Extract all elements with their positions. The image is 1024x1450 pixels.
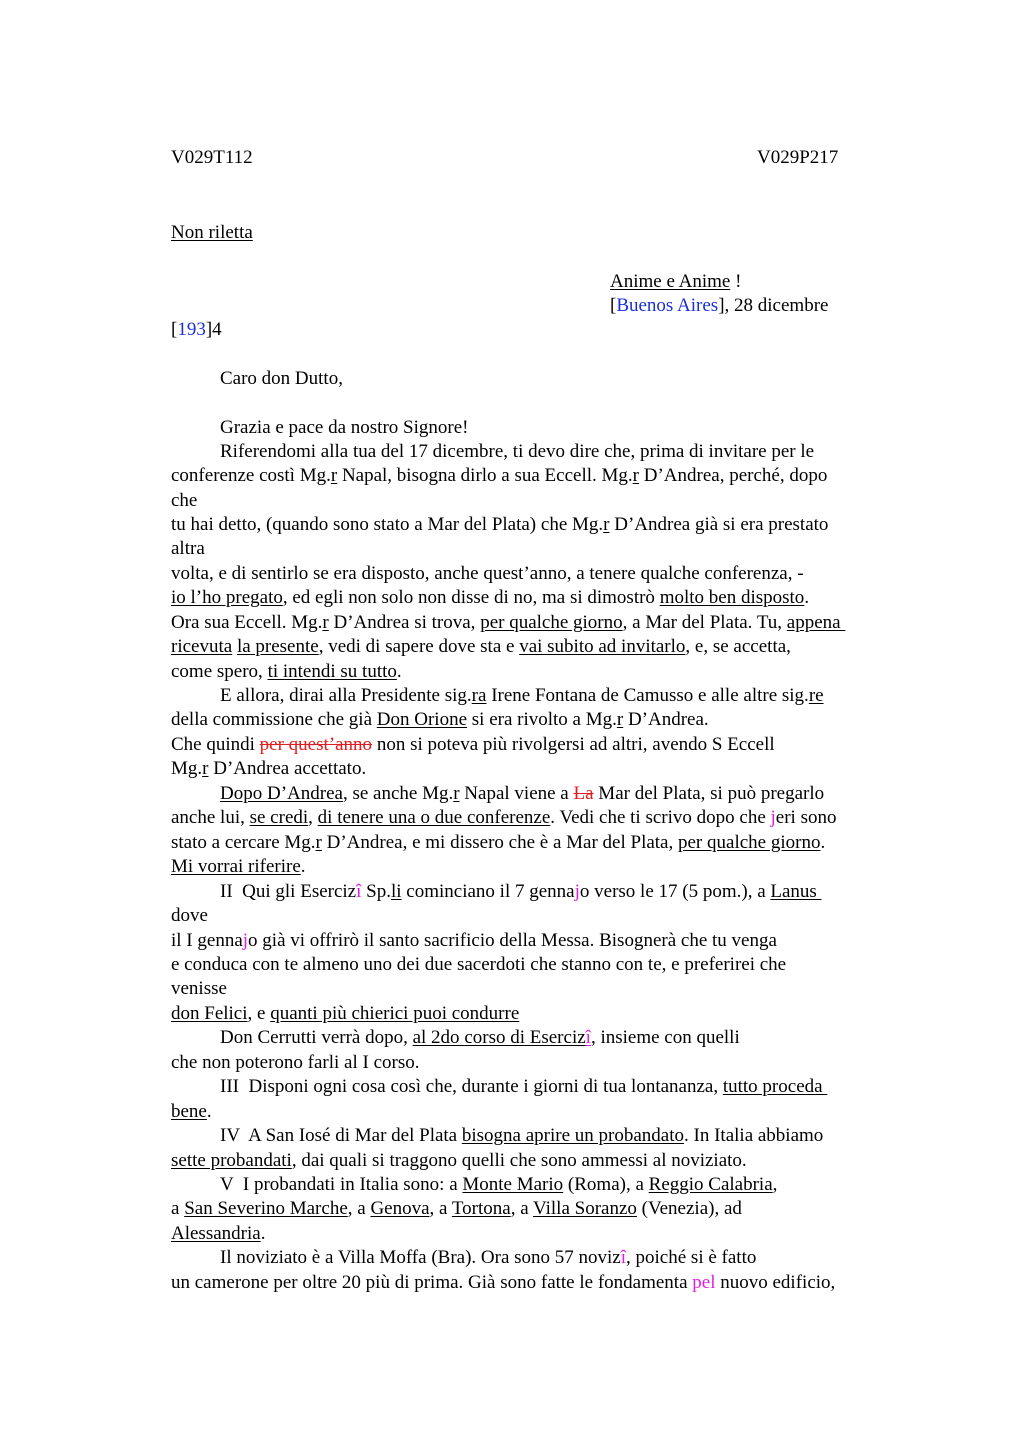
body-line: Don Cerrutti verrà dopo, al 2do corso di Esercizî, insieme con quelli <box>220 1027 740 1048</box>
body-line: Mi vorrai riferire. <box>171 856 306 877</box>
body-line: Mg.r D’Andrea accettato. <box>171 758 367 779</box>
body-line: anche lui, se credi, di tenere una o due conferenze. Vedi che ti scrivo dopo che jeri sono <box>171 807 837 828</box>
letter-title: Anime e Anime ! <box>610 271 742 292</box>
letter-title-text: Anime e Anime <box>610 271 731 292</box>
place-name: Buenos Aires <box>616 295 719 316</box>
body-line: bene. <box>171 1101 212 1122</box>
struck-text: La <box>573 783 594 804</box>
body-line: conferenze costì Mg.r Napal, bisogna dirlo a sua Eccell. Mg.r D’Andrea, perché, dopo <box>171 465 828 486</box>
body-line: venisse <box>171 978 227 999</box>
letter-year: [193]4 <box>171 319 222 340</box>
salutation: Caro don Dutto, <box>220 368 343 389</box>
body-line: dove <box>171 905 208 926</box>
document-code-left: V029T112 <box>171 147 253 168</box>
body-line: ricevuta la presente, vedi di sapere dove sta e vai subito ad invitarlo, e, se accetta, <box>171 636 791 657</box>
body-line: Riferendomi alla tua del 17 dicembre, ti devo dire che, prima di invitare per le <box>220 441 815 462</box>
greeting: Grazia e pace da nostro Signore! <box>220 417 469 438</box>
body-line: a San Severino Marche, a Genova, a Tortona, a Villa Soranzo (Venezia), ad <box>171 1198 742 1219</box>
body-line: Dopo D’Andrea, se anche Mg.r Napal viene a La Mar del Plata, si può pregarlo <box>220 783 825 804</box>
struck-text: per quest’anno <box>259 734 373 755</box>
document-code-right: V029P217 <box>757 147 839 168</box>
body-line: tu hai detto, (quando sono stato a Mar del Plata) che Mg.r D’Andrea già si era prestato <box>171 514 829 535</box>
body-line: e conduca con te almeno uno dei due sacerdoti che stanno con te, e preferirei che <box>171 954 787 975</box>
body-line: Alessandria. <box>171 1223 266 1244</box>
circumflex-mark: î <box>356 881 362 902</box>
body-line: Che quindi per quest’anno non si poteva più rivolgersi ad altri, avendo S Eccell <box>171 734 775 755</box>
body-line: volta, e di sentirlo se era disposto, anche quest’anno, a tenere qualche conferenza, - <box>171 563 804 584</box>
body-line: io l’ho pregato, ed egli non solo non disse di no, ma si dimostrò molto ben disposto. <box>171 587 810 608</box>
status-label: Non riletta <box>171 222 253 243</box>
circumflex-mark: î <box>620 1247 627 1268</box>
body-line: E allora, dirai alla Presidente sig.ra Irene Fontana de Camusso e alle altre sig.re <box>220 685 824 706</box>
body-line: il I gennajo già vi offrirò il santo sacrificio della Messa. Bisognerà che tu venga <box>171 930 777 951</box>
letter-place-date: [Buenos Aires], 28 dicembre <box>610 295 829 316</box>
body-line: V I probandati in Italia sono: a Monte Mario (Roma), a Reggio Calabria, <box>220 1174 778 1195</box>
body-line: un camerone per oltre 20 più di prima. Già sono fatte le fondamenta pel nuovo edificio, <box>171 1272 836 1293</box>
body-line: IV A San Iosé di Mar del Plata bisogna aprire un probandato. In Italia abbiamo <box>220 1125 824 1146</box>
body-line: sette probandati, dai quali si traggono quelli che sono ammessi al noviziato. <box>171 1150 747 1171</box>
body-line: altra <box>171 538 205 559</box>
body-line: che non poterono farli al I corso. <box>171 1052 420 1073</box>
body-line: come spero, ti intendi su tutto. <box>171 661 402 682</box>
body-line: Ora sua Eccell. Mg.r D’Andrea si trova, per qualche giorno, a Mar del Plata. Tu, appena <box>171 612 846 633</box>
body-line: II Qui gli Esercizî Sp.li cominciano il 7 gennajo verso le 17 (5 pom.), a Lanus <box>220 881 822 902</box>
body-line: don Felici, e quanti più chierici puoi condurre <box>171 1003 520 1024</box>
body-line: della commissione che già Don Orione si era rivolto a Mg.r D’Andrea. <box>171 709 709 730</box>
body-line: Il noviziato è a Villa Moffa (Bra). Ora sono 57 novizî, poiché si è fatto <box>220 1247 757 1268</box>
circumflex-mark: î <box>585 1027 591 1048</box>
body-line: III Disponi ogni cosa così che, durante i giorni di tua lontananza, tutto proceda <box>220 1076 828 1097</box>
body-line: che <box>171 490 198 511</box>
body-line: stato a cercare Mg.r D’Andrea, e mi dissero che è a Mar del Plata, per qualche giorno. <box>171 832 826 853</box>
